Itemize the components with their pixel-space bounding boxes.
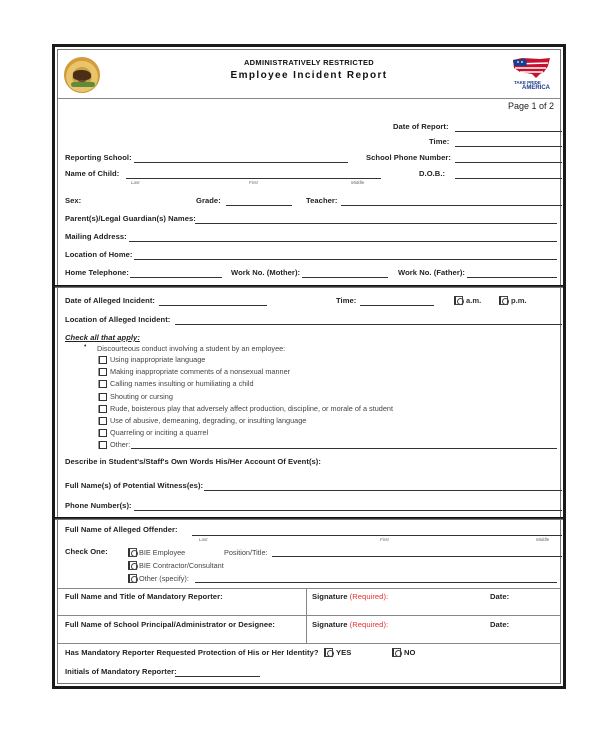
form-inner-border xyxy=(57,49,561,684)
incident-location-label: Location of Alleged Incident: xyxy=(65,315,171,324)
teacher-field[interactable] xyxy=(341,205,562,206)
school-phone-label: School Phone Number: xyxy=(366,153,451,162)
offender-name-field[interactable] xyxy=(192,535,562,536)
describe-field[interactable] xyxy=(65,467,561,481)
school-phone-field[interactable] xyxy=(455,162,562,163)
us-flag-map-icon xyxy=(510,56,552,80)
child-last-sublabel: Last xyxy=(131,180,140,185)
work-mother-label: Work No. (Mother): xyxy=(231,268,301,277)
parents-field[interactable] xyxy=(195,223,557,224)
grade-field[interactable] xyxy=(226,205,292,206)
date-of-incident-label: Date of Alleged Incident: xyxy=(65,296,155,305)
name-of-child-field[interactable] xyxy=(126,178,381,179)
date-of-report-field[interactable] xyxy=(455,131,562,132)
checkbox-inappropriate-language[interactable] xyxy=(99,356,107,364)
option-label: Using inappropriate language xyxy=(110,355,206,364)
form-title: Employee Incident Report xyxy=(230,70,388,81)
time-field[interactable] xyxy=(455,146,562,147)
bie-employee-label: BIE Employee xyxy=(139,548,186,557)
bullet-icon: • xyxy=(84,343,87,350)
other-field[interactable] xyxy=(131,448,557,449)
am-radio[interactable] xyxy=(454,296,463,305)
bie-employee-radio[interactable] xyxy=(128,548,137,557)
position-title-label: Position/Title: xyxy=(224,548,268,557)
child-first-sublabel: First xyxy=(249,180,258,185)
dob-field[interactable] xyxy=(455,178,562,179)
required-text: (Required): xyxy=(349,620,389,629)
signature-mid-divider xyxy=(58,615,560,616)
signature-text: Signature xyxy=(312,592,348,601)
protection-question: Has Mandatory Reporter Requested Protection of His or Her Identity? xyxy=(65,648,319,657)
check-one-label: Check One: xyxy=(65,547,108,556)
initials-field[interactable] xyxy=(175,676,260,677)
offender-middle-sublabel: Middle xyxy=(536,537,550,542)
option-label: Other: xyxy=(110,440,131,449)
section-divider-2 xyxy=(55,517,563,520)
checkbox-calling-names[interactable] xyxy=(99,380,107,388)
grade-label: Grade: xyxy=(196,196,221,205)
checkbox-nonsexual-comments[interactable] xyxy=(99,368,107,376)
home-telephone-label: Home Telephone: xyxy=(65,268,129,277)
sex-label: Sex: xyxy=(65,196,82,205)
check-all-heading: Check all that apply: xyxy=(65,333,140,342)
position-title-field[interactable] xyxy=(272,556,562,557)
yes-radio[interactable] xyxy=(324,648,333,657)
no-label: NO xyxy=(404,648,416,657)
teacher-label: Teacher: xyxy=(306,196,338,205)
checkbox-quarreling[interactable] xyxy=(99,429,107,437)
option-label: Rude, boisterous play that adversely affect production, discipline, or morale of a student xyxy=(110,404,393,413)
date-of-report-label: Date of Report: xyxy=(393,122,449,131)
yes-label: YES xyxy=(336,648,352,657)
other-offender-radio[interactable] xyxy=(128,574,137,583)
work-father-label: Work No. (Father): xyxy=(398,268,465,277)
am-label: a.m. xyxy=(466,296,482,305)
checkbox-rude-play[interactable] xyxy=(99,405,107,413)
initials-label: Initials of Mandatory Reporter: xyxy=(65,667,177,676)
mailing-address-field[interactable] xyxy=(129,241,557,242)
pm-radio[interactable] xyxy=(499,296,508,305)
bie-contractor-radio[interactable] xyxy=(128,561,137,570)
describe-label: Describe in Student's/Staff's Own Words His/Her Account Of Event(s): xyxy=(65,457,321,466)
phone-numbers-field[interactable] xyxy=(134,510,562,511)
offender-name-label: Full Name of Alleged Offender: xyxy=(65,525,178,534)
home-telephone-field[interactable] xyxy=(130,277,222,278)
reporting-school-label: Reporting School: xyxy=(65,153,132,162)
restricted-label: ADMINISTRATIVELY RESTRICTED xyxy=(243,58,375,67)
header-divider xyxy=(58,98,560,99)
incident-time-label: Time: xyxy=(336,296,357,305)
option-label: Making inappropriate comments of a nonsexual manner xyxy=(110,367,291,376)
reporter-date-label: Date: xyxy=(490,592,510,601)
checkbox-shouting[interactable] xyxy=(99,393,107,401)
reporter-signature-field[interactable] xyxy=(310,602,560,615)
dob-label: D.O.B.: xyxy=(419,169,446,178)
principal-name-label: Full Name of School Principal/Administrator or Designee: xyxy=(65,620,275,629)
incident-time-field[interactable] xyxy=(360,305,434,306)
parents-label: Parent(s)/Legal Guardian(s) Names: xyxy=(65,214,196,223)
signature-text: Signature xyxy=(312,620,348,629)
principal-signature-field[interactable] xyxy=(310,630,560,643)
pm-label: p.m. xyxy=(511,296,527,305)
offender-first-sublabel: First xyxy=(380,537,389,542)
checkbox-other[interactable] xyxy=(99,441,107,449)
phone-numbers-label: Phone Number(s): xyxy=(65,501,132,510)
offender-last-sublabel: Last xyxy=(199,537,208,542)
time-label: Time: xyxy=(429,137,450,146)
location-of-home-label: Location of Home: xyxy=(65,250,133,259)
incident-location-field[interactable] xyxy=(175,324,562,325)
signature-top-divider xyxy=(58,588,560,589)
section-divider-1 xyxy=(55,285,563,288)
work-father-field[interactable] xyxy=(467,277,557,278)
location-of-home-field[interactable] xyxy=(134,259,557,260)
take-pride-in-america-logo xyxy=(510,56,552,94)
logo-text-america: AMERICA xyxy=(522,85,550,91)
principal-date-label: Date: xyxy=(490,620,510,629)
principal-signature-label xyxy=(312,620,388,629)
mailing-address-label: Mailing Address: xyxy=(65,232,127,241)
option-label: Use of abusive, demeaning, degrading, or insulting language xyxy=(110,416,307,425)
date-of-incident-field[interactable] xyxy=(159,305,267,306)
logo-text-take-pride: TAKE PRIDE xyxy=(514,80,541,85)
checkbox-abusive-language[interactable] xyxy=(99,417,107,425)
discourteous-conduct-label: Discourteous conduct involving a student by an employee: xyxy=(97,344,286,353)
reporter-signature-label xyxy=(312,592,388,601)
option-label: Shouting or cursing xyxy=(110,392,173,401)
reporting-school-field[interactable] xyxy=(134,162,348,163)
option-label: Quarreling or inciting a quarrel xyxy=(110,428,209,437)
witnesses-field[interactable] xyxy=(204,490,562,491)
witnesses-label: Full Name(s) of Potential Witness(es): xyxy=(65,481,204,490)
signature-bottom-divider xyxy=(58,643,560,644)
reporter-name-label: Full Name and Title of Mandatory Reporter: xyxy=(65,592,223,601)
work-mother-field[interactable] xyxy=(302,277,388,278)
bie-contractor-label: BIE Contractor/Consultant xyxy=(139,561,224,570)
name-of-child-label: Name of Child: xyxy=(65,169,120,178)
other-offender-label: Other (specify): xyxy=(139,574,189,583)
child-middle-sublabel: Middle xyxy=(351,180,365,185)
option-label: Calling names insulting or humiliating a child xyxy=(110,379,254,388)
incident-report-form xyxy=(52,44,566,689)
required-text: (Required): xyxy=(349,592,389,601)
page-number: Page 1 of 2 xyxy=(507,101,554,111)
other-offender-field[interactable] xyxy=(195,582,557,583)
no-radio[interactable] xyxy=(392,648,401,657)
